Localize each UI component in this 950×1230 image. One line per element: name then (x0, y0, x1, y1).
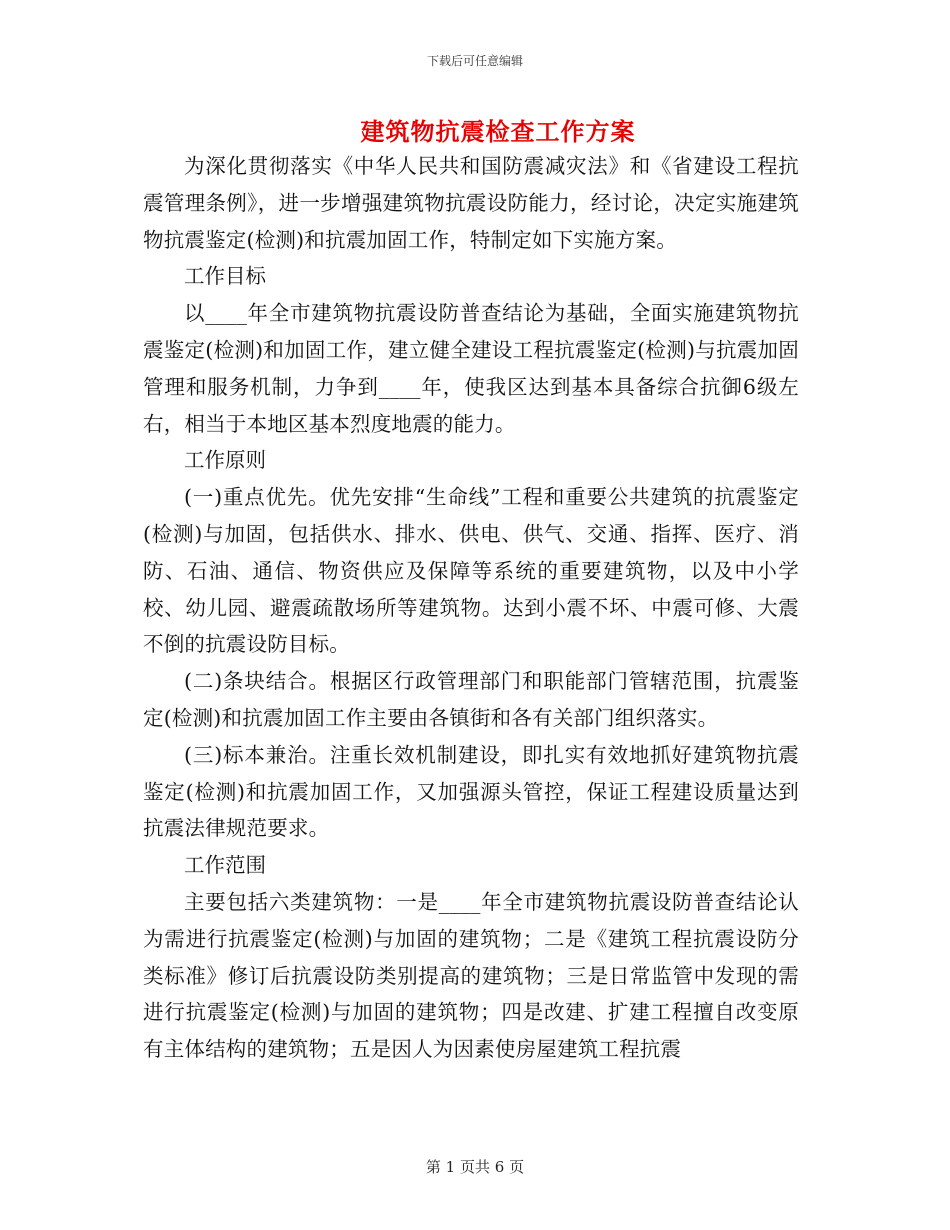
document-body (143, 148, 799, 1068)
principle-3-paragraph: (三)标本兼治。注重长效机制建设，即扎实有效地抓好建筑物抗震鉴定(检测)和抗震加固工作，又加强源头管控，保证工程建设质量达到抗震法律规范要求。 (143, 742, 799, 841)
section-heading-principles: 工作原则 (184, 448, 266, 473)
page-footer-page-number: 第 1 页共 6 页 (425, 1158, 525, 1176)
intro-paragraph: 为深化贯彻落实《中华人民共和国防震减灾法》和《省建设工程抗震管理条例》，进一步增强建筑物抗震设防能力，经讨论，决定实施建筑物抗震鉴定(检测)和抗震加固工作，特制定如下实施方案。 (143, 154, 799, 252)
goal-paragraph: 以____年全市建筑物抗震设防普查结论为基础，全面实施建筑物抗震鉴定(检测)和加固工作，建立健全建设工程抗震鉴定(检测)与抗震加固管理和服务机制，力争到____年，使我区达到基本具备综合抗御6级左右，相当于本地区基本烈度地震的能力。 (143, 301, 799, 436)
section-heading-scope: 工作范围 (184, 853, 266, 878)
principle-2-paragraph: (二)条块结合。根据区行政管理部门和职能部门管辖范围，抗震鉴定(检测)和抗震加固工作主要由各镇街和各有关部门组织落实。 (143, 669, 799, 730)
page-header-note: 下载后可任意编辑 (426, 54, 523, 68)
section-heading-goal: 工作目标 (184, 264, 266, 289)
document-title: 建筑物抗震检查工作方案 (360, 117, 636, 146)
scope-paragraph: 主要包括六类建筑物：一是____年全市建筑物抗震设防普查结论认为需进行抗震鉴定(检测)与加固的建筑物；二是《建筑工程抗震设防分类标准》修订后抗震设防类别提高的建筑物；三是日常监管中发现的需进行抗震鉴定(检测)与加固的建筑物；四是改建、扩建工程擅自改变原有主体结构的建筑物；五是因人为因素使房屋建筑工程抗震 (143, 889, 799, 1062)
principle-1-paragraph: (一)重点优先。优先安排“生命线”工程和重要公共建筑的抗震鉴定(检测)与加固，包括供水、排水、供电、供气、交通、指挥、医疗、消防、石油、通信、物资供应及保障等系统的重要建筑物，以及中小学校、幼儿园、避震疏散场所等建筑物。达到小震不坏、中震可修、大震不倒的抗震设防目标。 (143, 485, 799, 657)
